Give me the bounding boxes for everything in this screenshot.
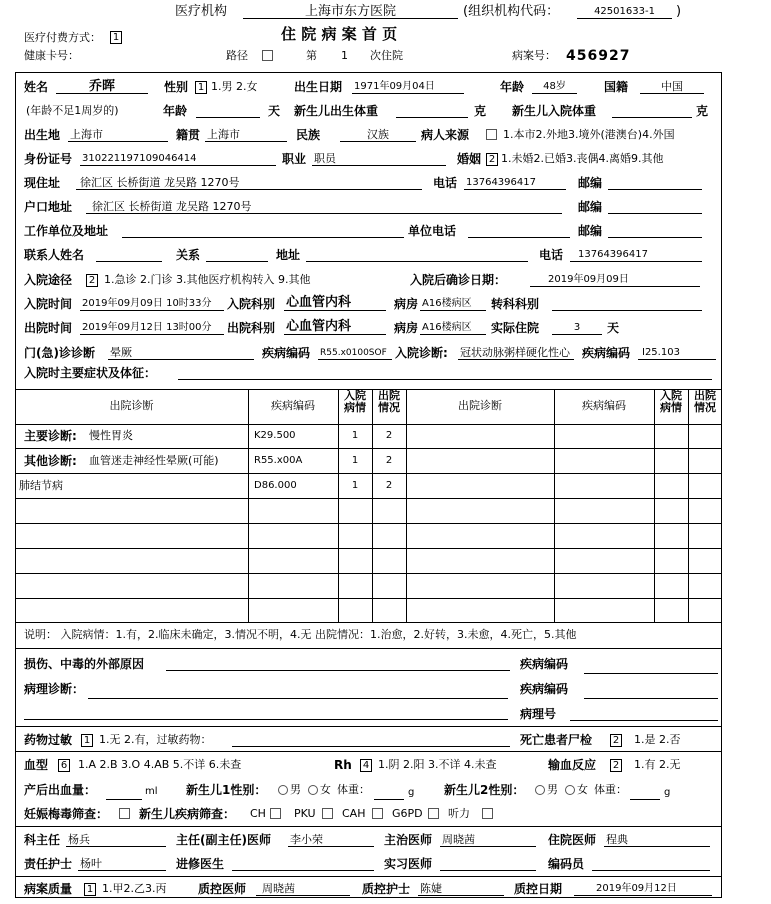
coder-label: 编码员 xyxy=(548,857,585,871)
resident: 程典 xyxy=(606,833,628,846)
ward2: A16楼病区 xyxy=(422,322,472,333)
syphilis-label: 妊娠梅毒筛查： xyxy=(24,807,109,821)
ethnic: 汉族 xyxy=(367,128,389,141)
er-diag-label: 门(急)诊诊断 xyxy=(24,346,95,360)
nb2-sex-label: 新生儿2性别： xyxy=(444,783,525,797)
autopsy-value[interactable]: 2 xyxy=(610,734,622,747)
nb1-sex-label: 新生儿1性别： xyxy=(186,783,267,797)
chief: 李小荣 xyxy=(290,833,323,846)
name-label: 姓名 xyxy=(24,80,49,94)
allergy-options: 1.无 2.有，过敏药物： xyxy=(99,733,212,746)
symptom-label: 入院时主要症状及体征： xyxy=(24,366,157,380)
col-header-out: 出院情况 xyxy=(378,389,400,414)
birthplace-label: 出生地 xyxy=(24,128,61,142)
confirm-date: 2019年09月09日 xyxy=(548,274,629,285)
screen-ch: CH xyxy=(250,807,266,820)
path-no-label: 病理号 xyxy=(520,707,557,721)
contact-phone-label: 电话 xyxy=(539,248,564,262)
page-title: 住 院 病 案 首 页 xyxy=(281,25,398,43)
id-label: 身份证号 xyxy=(24,152,73,166)
other-diag-label: 其他诊断: xyxy=(24,454,77,468)
screen-hearing-checkbox[interactable] xyxy=(482,808,493,819)
pay-label: 医疗付费方式： xyxy=(24,31,101,44)
director-label: 科主任 xyxy=(24,833,61,847)
qc-date-label: 质控日期 xyxy=(514,882,563,896)
rh-options: 1.阴 2.阳 3.不详 4.未查 xyxy=(378,758,497,771)
quality-label: 病案质量 xyxy=(24,882,73,896)
col-header-out-2: 出院情况 xyxy=(694,389,716,414)
in-diagnosis: 冠状动脉粥样硬化性心 xyxy=(460,346,570,359)
syphilis-checkbox[interactable] xyxy=(119,808,130,819)
gram-unit-2: 克 xyxy=(696,104,709,118)
quality-options: 1.甲2.乙3.丙 xyxy=(102,882,167,895)
qc-date: 2019年09月12日 xyxy=(596,883,677,894)
screen-cah-checkbox[interactable] xyxy=(372,808,383,819)
age-value: 48岁 xyxy=(543,81,566,92)
nb2-g-unit: g xyxy=(664,787,671,798)
screen-g6pd: G6PD xyxy=(392,807,423,820)
out-time: 2019年09月12日 13时00分 xyxy=(82,322,212,333)
card-label: 健康卡号： xyxy=(24,49,79,62)
in-condition: 1 xyxy=(351,480,359,491)
chief-label: 主任(副主任)医师 xyxy=(176,833,271,847)
qc-nurse-label: 质控护士 xyxy=(362,882,411,896)
relation-label: 关系 xyxy=(176,248,201,262)
er-code-label: 疾病编码 xyxy=(262,346,311,360)
times-value: 1 xyxy=(341,49,348,62)
out-dept-label: 出院科别 xyxy=(227,321,276,335)
marital-value[interactable]: 2 xyxy=(486,153,498,166)
nb2-male-radio[interactable] xyxy=(535,785,545,795)
route-value[interactable]: 2 xyxy=(86,274,98,287)
birth-label: 出生日期 xyxy=(294,80,343,94)
resident-label: 住院医师 xyxy=(548,833,597,847)
col-header-in: 入院病情 xyxy=(344,389,366,414)
ward: A16楼病区 xyxy=(422,298,472,309)
contact-phone: 13764396417 xyxy=(578,249,648,260)
reaction-options: 1.有 2.无 xyxy=(634,758,681,771)
infant-note: (年龄不足1周岁的) xyxy=(26,104,119,117)
job: 职员 xyxy=(314,152,336,165)
col-header-code-2: 疾病编码 xyxy=(582,399,626,412)
diagnosis-code: D86.000 xyxy=(254,480,297,491)
org-code-close: ) xyxy=(676,4,682,19)
intern-label: 实习医师 xyxy=(384,857,433,871)
path-label: 路径 xyxy=(226,49,248,62)
work-label: 工作单位及地址 xyxy=(24,224,109,238)
addr-label: 现住址 xyxy=(24,176,61,190)
stay-label: 实际住院 xyxy=(491,321,540,335)
org-label: 医疗机构 xyxy=(175,4,228,19)
rh-label: Rh xyxy=(334,758,352,772)
nb1-weight-label: 体重： xyxy=(337,783,370,796)
hukou-label: 户口地址 xyxy=(24,200,73,214)
legend-note: 说明： 入院病情：1.有，2.临床未确定，3.情况不明，4.无 出院情况：1.治愈，2.好转，3.未愈，4.死亡，5.其他 xyxy=(24,628,577,641)
screen-label: 新生儿疾病筛查： xyxy=(139,807,236,821)
zip-label: 邮编 xyxy=(578,176,603,190)
screen-hearing: 听力 xyxy=(448,807,470,820)
er-code: R55.x0100SOF xyxy=(320,348,387,358)
out-condition: 2 xyxy=(385,455,393,466)
in-code-label: 疾病编码 xyxy=(582,346,631,360)
hukou-address: 徐汇区 长桥街道 龙吴路 1270号 xyxy=(92,200,252,213)
case-no-label: 病案号： xyxy=(512,49,556,62)
injury-label: 损伤、中毒的外部原因 xyxy=(24,657,145,671)
current-address: 徐汇区 长桥街道 龙吴路 1270号 xyxy=(80,176,240,189)
in-diag-label: 入院诊断: xyxy=(395,346,448,360)
sex-value[interactable]: 1 xyxy=(195,81,207,94)
in-condition: 1 xyxy=(351,430,359,441)
autopsy-label: 死亡患者尸检 xyxy=(520,733,593,747)
in-dept: 心血管内科 xyxy=(286,295,352,310)
contact-addr-label: 地址 xyxy=(276,248,301,262)
in-time-label: 入院时间 xyxy=(24,297,73,311)
reaction-value[interactable]: 2 xyxy=(610,759,622,772)
blood-value[interactable]: 6 xyxy=(58,759,70,772)
birth-date: 1971年09月04日 xyxy=(354,81,435,92)
gram-unit: 克 xyxy=(474,104,487,118)
pay-value[interactable]: 1 xyxy=(110,31,122,44)
id-number: 310221197109046414 xyxy=(82,153,197,164)
out-time-label: 出院时间 xyxy=(24,321,73,335)
native-label: 籍贯 xyxy=(176,128,201,142)
source-checkbox[interactable] xyxy=(486,129,497,140)
diagnosis-name: 肺结节病 xyxy=(19,479,63,492)
director: 杨兵 xyxy=(68,833,90,846)
diagnosis-code: K29.500 xyxy=(254,430,296,441)
diagnosis-name: 血管迷走神经性晕厥(可能) xyxy=(89,454,219,467)
col-header-in-2: 入院病情 xyxy=(660,389,682,414)
nb2-weight-label: 体重： xyxy=(594,783,627,796)
col-header-diagnosis-2: 出院诊断 xyxy=(458,399,502,412)
col-header-diagnosis: 出院诊断 xyxy=(109,399,154,412)
birthplace: 上海市 xyxy=(70,128,103,141)
phone: 13764396417 xyxy=(466,177,536,188)
contact-label: 联系人姓名 xyxy=(24,248,85,262)
org-code-label: (组织机构代码： xyxy=(463,4,560,19)
nurse-label: 责任护士 xyxy=(24,857,73,871)
phone-label: 电话 xyxy=(433,176,458,190)
reaction-label: 输血反应 xyxy=(548,758,597,772)
main-diag-label: 主要诊断: xyxy=(24,429,77,443)
in-dept-label: 入院科别 xyxy=(227,297,276,311)
nb-admit-weight-label: 新生儿入院体重 xyxy=(512,104,597,118)
sex-options: 1.男 2.女 xyxy=(211,80,258,93)
org-code: 42501633-1 xyxy=(594,6,655,17)
screen-cah: CAH xyxy=(342,807,366,820)
infant-age-label: 年龄 xyxy=(163,104,188,118)
stay-unit: 天 xyxy=(607,321,620,335)
qc-doc: 周晓茜 xyxy=(262,882,295,895)
bleed-label: 产后出血量： xyxy=(24,783,97,797)
screen-pku: PKU xyxy=(294,807,316,820)
ml-unit: ml xyxy=(145,786,158,797)
autopsy-options: 1.是 2.否 xyxy=(634,733,681,746)
allergy-value[interactable]: 1 xyxy=(81,734,93,747)
org-name: 上海市东方医院 xyxy=(304,4,396,19)
confirm-label: 入院后确诊日期： xyxy=(410,273,507,287)
advanced-label: 进修医生 xyxy=(176,857,225,871)
out-condition: 2 xyxy=(385,480,393,491)
in-time: 2019年09月09日 10时33分 xyxy=(82,298,212,309)
route-options: 1.急诊 2.门诊 3.其他医疗机构转入 9.其他 xyxy=(104,273,311,286)
sex-label: 性别 xyxy=(164,80,189,94)
source-label: 病人来源 xyxy=(421,128,470,142)
nb-birth-weight-label: 新生儿出生体重 xyxy=(294,104,379,118)
job-label: 职业 xyxy=(282,152,307,166)
out-dept: 心血管内科 xyxy=(286,319,352,334)
native-place: 上海市 xyxy=(207,128,240,141)
nb1-male-label: 男 xyxy=(290,783,301,796)
screen-ch-checkbox[interactable] xyxy=(270,808,281,819)
zip3-label: 邮编 xyxy=(578,224,603,238)
qc-nurse: 陈婕 xyxy=(420,882,442,895)
qc-doc-label: 质控医师 xyxy=(198,882,247,896)
quality-value[interactable]: 1 xyxy=(84,883,96,896)
injury-code-label: 疾病编码 xyxy=(520,657,569,671)
zip2-label: 邮编 xyxy=(578,200,603,214)
nb2-male-label: 男 xyxy=(547,783,558,796)
marital-label: 婚姻 xyxy=(457,152,482,166)
nb1-female-label: 女 xyxy=(320,783,331,796)
patient-name: 乔晖 xyxy=(88,79,115,94)
nb1-g-unit: g xyxy=(408,787,415,798)
out-condition: 2 xyxy=(385,430,393,441)
path-checkbox[interactable] xyxy=(262,50,273,61)
nation-label: 国籍 xyxy=(604,80,629,94)
blood-options: 1.A 2.B 3.O 4.AB 5.不详 6.未查 xyxy=(78,758,242,771)
diagnosis-name: 慢性胃炎 xyxy=(89,429,133,442)
screen-g6pd-checkbox[interactable] xyxy=(428,808,439,819)
path-diag-label: 病理诊断： xyxy=(24,682,85,696)
er-diagnosis: 晕厥 xyxy=(110,346,132,359)
transfer-label: 转科科别 xyxy=(491,297,540,311)
nb1-female-radio[interactable] xyxy=(308,785,318,795)
day-label: 天 xyxy=(268,104,281,118)
case-no: 456927 xyxy=(566,48,631,64)
allergy-label: 药物过敏 xyxy=(24,733,73,747)
attending: 周晓茜 xyxy=(442,833,475,846)
screen-pku-checkbox[interactable] xyxy=(322,808,333,819)
nb2-female-label: 女 xyxy=(577,783,588,796)
source-options: 1.本市2.外地3.境外(港澳台)4.外国 xyxy=(503,128,675,141)
nurse: 杨叶 xyxy=(80,857,102,870)
nb1-male-radio[interactable] xyxy=(278,785,288,795)
times-post: 次住院 xyxy=(370,49,403,62)
times-pre: 第 xyxy=(306,49,317,62)
age-label: 年龄 xyxy=(500,80,525,94)
marital-options: 1.未婚2.已婚3.丧偶4.离婚9.其他 xyxy=(501,152,664,165)
path-code-label: 疾病编码 xyxy=(520,682,569,696)
ethnic-label: 民族 xyxy=(296,128,321,142)
attending-label: 主治医师 xyxy=(384,833,433,847)
in-condition: 1 xyxy=(351,455,359,466)
col-header-code: 疾病编码 xyxy=(271,399,315,412)
rh-value[interactable]: 4 xyxy=(360,759,372,772)
route-label: 入院途径 xyxy=(24,273,73,287)
blood-label: 血型 xyxy=(24,758,49,772)
nb2-female-radio[interactable] xyxy=(565,785,575,795)
stay-days: 3 xyxy=(573,322,581,333)
diagnosis-code: R55.x00A xyxy=(254,455,303,466)
work-phone-label: 单位电话 xyxy=(408,224,457,238)
nation-value: 中国 xyxy=(661,80,683,93)
ward-label: 病房 xyxy=(394,297,419,311)
in-code: I25.103 xyxy=(642,347,680,358)
ward2-label: 病房 xyxy=(394,321,419,335)
